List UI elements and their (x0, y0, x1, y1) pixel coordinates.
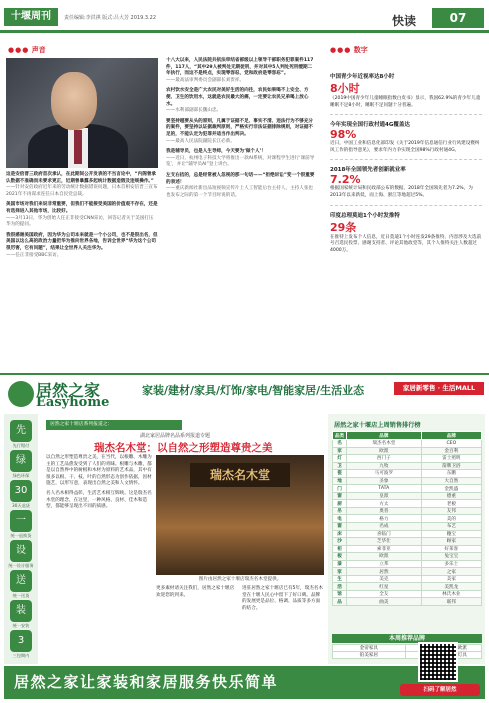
number-item-title: 印度总理莫迪1个小时发推特 (330, 212, 400, 219)
number-item (330, 120, 482, 154)
number-item (330, 165, 482, 199)
ad-subheading: 湖北家居品牌名品系列报道专题 (140, 433, 211, 439)
ranking-header: 品牌 (347, 432, 422, 440)
ranking-brand: 欧派 (347, 553, 422, 561)
ranking-brand: 名成 (347, 523, 422, 531)
ranking-brand: 圣象 (347, 477, 422, 485)
service-icon: 一 (10, 510, 32, 532)
mid-para-1: 十八大以来，人民法院共依法审结省部级以上领导干部职务犯罪案件117件，117人，“其中29人被判处无期徒刑，并对其中5人判处死刑缓期二年执行，而这不是终点，实现零容忍，党和政府是零容忍”。 (166, 58, 314, 77)
left-para-3: 美国市场对我们来说非常重要，但我们不能接受美国的价值观不存在，还是有选择进入其他市场，比较好。 (6, 202, 158, 214)
voice-tag-label: 声音 (31, 46, 46, 54)
ranking-brand: 多乐士 (421, 560, 481, 568)
photo-caption: 图片由居然之家十堰店瑞杰名木堂提供。 (198, 577, 282, 582)
ranking-brand: 兔宝宝 (421, 553, 481, 561)
ranking-brand: 红星 (347, 583, 422, 591)
ranking-category: 家 (333, 568, 347, 576)
nav-label: 统一退换货 (10, 533, 32, 538)
ranking-body (333, 440, 482, 606)
divider (330, 114, 482, 115)
number-item-title: 2018年全国领先者创新就业率 (330, 167, 406, 174)
ranking-brand: TATA (347, 485, 422, 493)
ad-strap: 居然之家十堰店系列报道之： (46, 420, 182, 430)
ranking-title: 居然之家十堰店上周销售排行榜 (334, 422, 421, 429)
ranking-category: 灯 (333, 455, 347, 463)
mid-para-5: 要坚持越要从头的原则，凡属于证据不足、事实不清、违法行为不够充分的案件，要坚持以证据裁判原则，严格实行非法证据排除规则，对证据不足的，不能认定为犯罪并适当作出判决。 (166, 118, 314, 137)
ranking-category: 漆 (333, 560, 347, 568)
ranking-row (333, 477, 482, 485)
ad-body-2: 名人名木相得益彰，生活艺术相互辉映。这是瑞杰名木堂的理念，在这里，一种风格、良材、佳木和造型，都能够呈现出不同的质感。 (46, 490, 152, 510)
shop-photo (156, 455, 324, 575)
weekly-table (332, 644, 482, 659)
ad-top-rule (0, 373, 489, 375)
ranking-brand: 好莱客 (421, 545, 481, 553)
nav-label: 先行赔付 (12, 443, 30, 448)
ranking-category: 瓷 (333, 470, 347, 478)
nav-item (7, 630, 35, 658)
ranking-brand: 之家 (421, 568, 481, 576)
nav-item (7, 570, 35, 598)
number-item-value: 29条 (330, 220, 357, 234)
ranking-brand: 东鹏 (421, 470, 481, 478)
ranking-brand: CEO (421, 440, 481, 448)
ranking-brand: 格力 (347, 515, 422, 523)
nav-label: 统一设计服务 (8, 563, 34, 568)
ranking-header: 品类 (333, 432, 347, 440)
nav-label: 30天退货 (12, 503, 30, 508)
ranking-brand: 老板 (421, 500, 481, 508)
ranking-brand: 金凯盛 (421, 485, 481, 493)
ranking-brand: 喜临门 (347, 530, 422, 538)
ranking-row (333, 507, 482, 515)
nav-label: 三包期内 (12, 653, 30, 658)
ranking-row (333, 590, 482, 598)
weekly-title: 本周推荐品牌 (332, 634, 482, 643)
ranking-category: 沙 (333, 538, 347, 546)
ranking-brand: 瑞杰名木堂 (347, 440, 422, 448)
ranking-category: 窗 (333, 492, 347, 500)
ranking-brand: 立邦 (347, 560, 422, 568)
mid-para-8: ——近日，杭州电子科技大学将推出一款AI系统，对课程学生进行‘课前导览’，并让“辅导员AI”登上讲台。 (166, 155, 315, 168)
footer-slogan: 居然之家让家装和家居服务快乐简单 (14, 673, 279, 691)
ranking-brand: 美凯龙 (421, 583, 481, 591)
ranking-row (333, 492, 482, 500)
easyhome-logo-icon (8, 381, 34, 407)
numbers-tag (330, 45, 368, 55)
ad-body-1: 以自然之形塑造尊贵之美，在当代，以根雕、木雕为主的工艺品愈发受到了人们的青睐。根雕与木雕，都是以自然界中的树根和木材为原料的艺术品，其中有很多以根、干、枝、叶的自然形态为创作依据，因材施艺，以形写意，表现出自然之美和人文情怀。 (46, 455, 152, 487)
ranking-row (333, 560, 482, 568)
ranking-category: 门 (333, 485, 347, 493)
ranking-brand: 穗宝 (421, 530, 481, 538)
ranking-row (333, 553, 482, 561)
weekly-cell: 金帝家具 (333, 645, 406, 652)
weekly-cell: 铂美家居 (333, 652, 406, 659)
middle-column-text (166, 58, 316, 199)
number-item-body: 《2019中国青少年儿童睡眠指数白皮书》显示，我国62.9%的青少年儿童睡眠不足8小时，睡眠不足问题十分普遍。 (330, 96, 481, 108)
ranking-brand: 美家 (421, 575, 481, 583)
nav-item (7, 540, 35, 568)
ranking-category: 名 (333, 440, 347, 448)
number-item (330, 72, 482, 109)
ranking-row (333, 538, 482, 546)
ranking-row (333, 462, 482, 470)
ranking-brand: 全友 (347, 590, 422, 598)
ranking-brand: 顾家 (421, 538, 481, 546)
ranking-category: 卫 (333, 462, 347, 470)
nav-item (7, 480, 35, 508)
ranking-header: 品牌 (421, 432, 481, 440)
left-para-5: 我很感谢美国政府，因为华为公司本来就是一个小公司，也不是很出名，但美国以这么高的政治力量把华为推向世界各地，告诉全世界“华为这个公司很厉害，它有问题”，结果让全世界人关注华为。 (6, 232, 158, 251)
number-item-body: 在推特上发布个人信息，近日莫迪1个小时连发29条推特，内容涉及大选前号召选民投票、感谢支持者、评论其他政党等，其个人推特关注人数超过4000万。 (330, 234, 482, 253)
number-item-title: 今年实现全国行政村通4G覆盖达 (330, 122, 410, 129)
service-nav (4, 414, 38, 664)
mid-para-9: 左支右拮的，总是经常被人忽视的那一句话——“拒绝诉讼”变一个很重要的表述！ (166, 172, 315, 185)
ranking-brand: 美的 (421, 515, 481, 523)
ranking-category: 地 (333, 477, 347, 485)
ranking-brand: 居然 (347, 568, 422, 576)
ranking-row (333, 455, 482, 463)
nav-item (7, 510, 35, 538)
weekly-body (333, 645, 482, 659)
mid-para-10: ——重庆新闻社新出品短视频宣传片上人工智能后台主持人，主持人张也也发布之际的第一个节目时说的话。 (166, 186, 314, 198)
masthead: 十堰周刊 (4, 8, 58, 26)
ad-logo-en: Easyhome (36, 395, 110, 410)
mid-para-6: ——最高人民法院副院长江必新。 (166, 138, 235, 144)
ranking-brand: 索菲亚 (347, 545, 422, 553)
ranking-brand: 箭牌卫浴 (421, 462, 481, 470)
nav-item (7, 450, 35, 478)
header-info: 责任编辑:李洪祺 版式:吕大芳 2019.3.22 (64, 15, 156, 21)
left-para-2: ——针对安倍政府近年来的劳动统计数据错误问题，日本首相安倍晋三宣布2021年不再谋求连任日本自民党总裁。 (6, 185, 158, 197)
ranking-category: 柜 (333, 545, 347, 553)
ad-banner: 家装/建材/家具/灯饰/家电/智能家居/生活业态 (142, 384, 365, 397)
mid-para-3: 农村饮水安全是广大农民对美好生活的向往，农民如果喝不上安全、方便、卫生的饮用水，这就是农民最大的痛，一定要让农民兄弟喝上放心水。 (166, 88, 309, 107)
ranking-brand: 雷士照明 (421, 455, 481, 463)
ad-headline: 瑞杰名木堂：以自然之形塑造尊贵之美 (94, 442, 273, 454)
voice-tag (8, 45, 46, 55)
nav-label: 绿色环保 (12, 473, 30, 478)
mid-para-7: 我是辅导员，也是人生导师，今天要为‘做个人’！ (166, 149, 266, 155)
ranking-category: 吊 (333, 507, 347, 515)
ranking-row (333, 447, 482, 455)
ranking-row (333, 523, 482, 531)
ad-logo-cn: 居然之家 (36, 381, 101, 400)
ranking-brand: 联邦 (421, 598, 481, 606)
number-item-body: 根据国家统计局和民政部公布的数据，2018年全国领先者为7.2%，为2013年以来新低，而上海、浙江等地超过5%。 (330, 186, 473, 198)
number-item-body: 近日，中国工业和信息化部印发《关于2019年信息通信行业行风建设暨纠风工作的指导意见》，要求年内力争实现全国98%行政村通4G。 (330, 141, 480, 153)
ranking-category: 馆 (333, 590, 347, 598)
qr-label: 扫码了解居然 (400, 684, 480, 696)
page-number: 07 (432, 8, 484, 28)
ranking-category: 床 (333, 530, 347, 538)
photo-politician (6, 58, 158, 168)
ranking-brand: 金百利 (421, 447, 481, 455)
ranking-row (333, 470, 482, 478)
ranking-row (333, 575, 482, 583)
ranking-table (332, 431, 482, 606)
nav-item (7, 420, 35, 448)
divider (330, 205, 482, 206)
ranking-row (333, 568, 482, 576)
left-para-6: ——任正非接受BBC采访。 (6, 252, 62, 258)
ranking-row (333, 530, 482, 538)
service-icon: 设 (10, 540, 32, 562)
numbers-tag-label: 数字 (353, 46, 368, 54)
ad-mall-badge: 家居新零售 · 生活MALL (394, 382, 484, 395)
ranking-brand: 皇派 (347, 492, 422, 500)
ranking-row (333, 515, 482, 523)
ranking-brand: 布艺 (421, 523, 481, 531)
nav-item (7, 600, 35, 628)
ranking-row (333, 440, 482, 448)
service-icon: 先 (10, 420, 32, 442)
dots-icon: ●●● (330, 46, 352, 54)
ranking-brand: 方太 (347, 500, 422, 508)
ranking-brand: 林氏木业 (421, 590, 481, 598)
left-para-1: 这是安倍晋三政府首次承认，在此期间公开发表的不当言论中，“内阁曾承认数据不准确而未要求更正，近期曾暴露多起统计数据造假及违规操作。” (6, 172, 157, 184)
nav-label: 统一安装 (12, 623, 30, 628)
ranking-brand: 德重 (421, 492, 481, 500)
ranking-row (333, 500, 482, 508)
ranking-brand: 欧派 (347, 447, 422, 455)
weekly-row (333, 652, 482, 659)
ad-body-left (46, 455, 152, 511)
dots-icon: ●●● (8, 46, 30, 54)
number-item-value: 98% (330, 128, 357, 142)
ranking-brand: 美克 (347, 575, 422, 583)
qr-code-icon[interactable] (418, 642, 458, 682)
ranking-row (333, 598, 482, 606)
ranking-category: 家 (333, 447, 347, 455)
ranking-brand: 马可波罗 (347, 470, 422, 478)
ranking-row (333, 583, 482, 591)
ranking-category: 窗 (333, 523, 347, 531)
ranking-category: 厨 (333, 500, 347, 508)
service-icon: 装 (10, 600, 32, 622)
ranking-row (333, 545, 482, 553)
service-icon: 送 (10, 570, 32, 592)
service-icon: 绿 (10, 450, 32, 472)
number-item-value: 8小时 (330, 82, 360, 95)
ranking-brand: 友邦 (421, 507, 481, 515)
service-icon: 3 (10, 630, 32, 652)
weekly-row (333, 645, 482, 652)
ranking-category: 品 (333, 598, 347, 606)
ranking-brand: 西门子 (347, 455, 422, 463)
nav-label: 统一送货 (12, 593, 30, 598)
weekly-cell: 灯具 (443, 652, 481, 659)
ranking-brand: 九牧 (347, 462, 422, 470)
ad-body-3: 更多素材请关注我们，居然之家十堰店欢迎您的到来。 (156, 586, 235, 598)
number-item-value: 7.2% (330, 173, 361, 187)
ranking-brand: 大自然 (421, 477, 481, 485)
weekly-cell: 欧派 (443, 645, 481, 652)
ranking-brand: 芝华仕 (347, 538, 422, 546)
section-title: 快读 (392, 14, 417, 28)
ranking-category: 生 (333, 575, 347, 583)
ranking-category: 板 (333, 553, 347, 561)
mid-para-2: ——最高法审判委员会副部长刘贵祥。 (166, 77, 245, 83)
ranking-row (333, 485, 482, 493)
number-item-title: 中国青少年近视率达8小时 (330, 74, 395, 80)
ad-body-4: 进驻居然之家十堰店已有5年，瑞杰名木堂在十堰人民心中留下了好口碑。品牌的发展更是品位、格调、品质等多方面的结合。 (242, 586, 324, 611)
left-column-text (6, 172, 158, 259)
numbers-list (330, 72, 482, 254)
number-item (330, 211, 482, 255)
divider (330, 159, 482, 160)
shop-sign: 瑞杰名木堂 (190, 463, 290, 487)
ranking-brand: 奥普 (347, 507, 422, 515)
mid-para-4: ——水利部副部长魏山忠。 (166, 108, 222, 114)
ranking-category: 电 (333, 515, 347, 523)
ranking-brand: 曲美 (347, 598, 422, 606)
service-icon: 30 (10, 480, 32, 502)
ranking-category: 活 (333, 583, 347, 591)
header-rule (0, 30, 489, 33)
left-para-4: ——3月13日，华为创始人任正非接受CNN采访，回答记者关于美国打压华为的提问。 (6, 215, 154, 228)
